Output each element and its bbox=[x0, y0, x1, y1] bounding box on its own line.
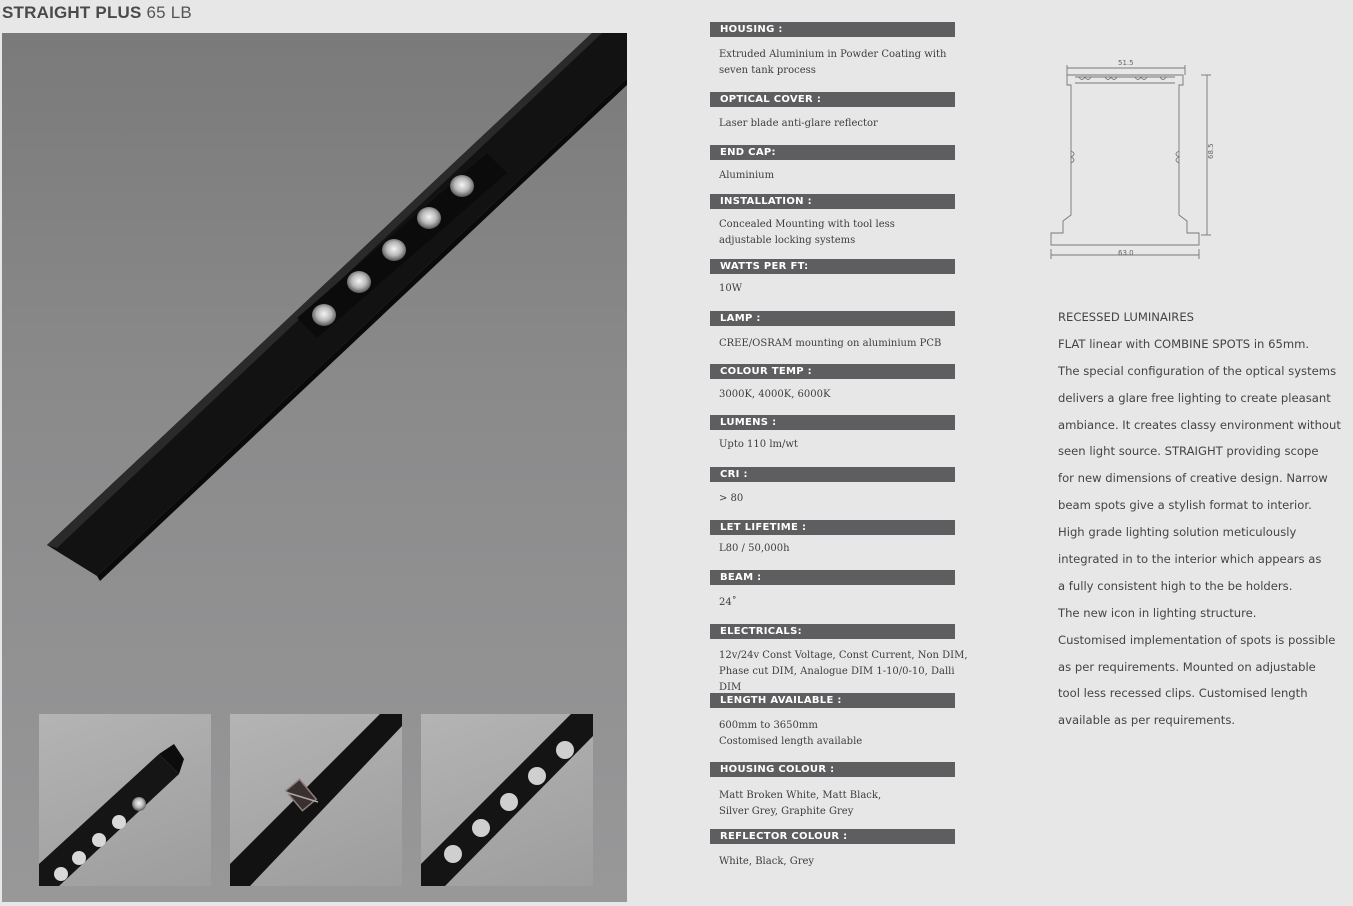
spot-lens bbox=[382, 239, 406, 261]
description-line: High grade lighting solution meticulously bbox=[1058, 525, 1297, 540]
spec-label: INSTALLATION : bbox=[710, 194, 955, 209]
thumbnail-end-cap bbox=[39, 714, 211, 886]
spec-label: HOUSING : bbox=[710, 22, 955, 37]
spec-value: L80 / 50,000h bbox=[719, 543, 790, 554]
spec-value: 24˚ bbox=[719, 597, 737, 608]
product-title-bold: STRAIGHT PLUS bbox=[2, 3, 142, 22]
spec-label: WATTS PER FT: bbox=[710, 259, 955, 274]
description-line: as per requirements. Mounted on adjustable bbox=[1058, 659, 1316, 674]
description-line: integrated in to the interior which appears as bbox=[1058, 552, 1322, 567]
spot-lens bbox=[312, 304, 336, 326]
spec-value: Matt Broken White, Matt Black, Silver Grey, Graphite Grey bbox=[719, 790, 882, 817]
description-line: The new icon in lighting structure. bbox=[1058, 605, 1257, 620]
dim-top-label: 51.5 bbox=[1118, 59, 1134, 67]
spec-value: 3000K, 4000K, 6000K bbox=[719, 389, 831, 400]
spec-label: HOUSING COLOUR : bbox=[710, 762, 955, 777]
description-line: tool less recessed clips. Customised length bbox=[1058, 686, 1308, 701]
cross-section-diagram bbox=[1045, 55, 1220, 265]
thumbnail-spots-closeup bbox=[421, 714, 593, 886]
description-line: The special configuration of the optical systems bbox=[1058, 363, 1337, 378]
spec-value: > 80 bbox=[719, 493, 744, 504]
description-line: available as per requirements. bbox=[1058, 713, 1236, 728]
dim-side-label: 68.5 bbox=[1207, 143, 1215, 159]
spec-label: LET LIFETIME : bbox=[710, 520, 955, 535]
spec-label: REFLECTOR COLOUR : bbox=[710, 829, 955, 844]
spec-value: 12v/24v Const Voltage, Const Current, Non DIM, Phase cut DIM, Analogue DIM 1-10/0-10, Dalli DIM bbox=[719, 650, 968, 693]
description-line: seen light source. STRAIGHT providing scope bbox=[1058, 444, 1319, 459]
spec-value: 10W bbox=[719, 283, 743, 294]
spot-lens bbox=[417, 207, 441, 229]
thumbnail-mounting-clip bbox=[230, 714, 402, 886]
spec-label: LENGTH AVAILABLE : bbox=[710, 693, 955, 708]
description-line: a fully consistent high to the be holders. bbox=[1058, 578, 1293, 593]
spec-value: Laser blade anti-glare reflector bbox=[719, 118, 878, 129]
spec-label: END CAP: bbox=[710, 145, 955, 160]
spec-label: OPTICAL COVER : bbox=[710, 92, 955, 107]
description-line: beam spots give a stylish format to interior. bbox=[1058, 498, 1312, 513]
spec-label: ELECTRICALS: bbox=[710, 624, 955, 639]
description-line: RECESSED LUMINAIRES bbox=[1058, 310, 1195, 324]
description-line: FLAT linear with COMBINE SPOTS in 65mm. bbox=[1058, 336, 1310, 351]
spot-lens bbox=[450, 175, 474, 197]
description-line: Customised implementation of spots is possible bbox=[1058, 632, 1336, 647]
description-line: delivers a glare free lighting to create pleasant bbox=[1058, 390, 1331, 405]
description-line: ambiance. It creates classy environment without bbox=[1058, 417, 1341, 432]
spec-value: Concealed Mounting with tool less adjustable locking systems bbox=[719, 219, 895, 246]
spec-label: LUMENS : bbox=[710, 415, 955, 430]
spec-label: COLOUR TEMP : bbox=[710, 364, 955, 379]
product-title bbox=[2, 3, 192, 23]
spec-value: 600mm to 3650mm Costomised length available bbox=[719, 720, 863, 747]
product-description bbox=[1058, 308, 1341, 738]
spec-label: LAMP : bbox=[710, 311, 955, 326]
spec-label: CRI : bbox=[710, 467, 955, 482]
product-title-model: 65 LB bbox=[146, 3, 192, 22]
spec-value: Aluminium bbox=[719, 170, 775, 181]
description-line: for new dimensions of creative design. Narrow bbox=[1058, 471, 1328, 486]
spot-lens bbox=[347, 271, 371, 293]
dim-bottom-label: 63.0 bbox=[1118, 249, 1134, 257]
spec-label: BEAM : bbox=[710, 570, 955, 585]
spec-value: Extruded Aluminium in Powder Coating with seven tank process bbox=[719, 49, 947, 76]
spec-value: CREE/OSRAM mounting on aluminium PCB bbox=[719, 338, 942, 349]
spec-value: White, Black, Grey bbox=[719, 856, 815, 867]
spec-value: Upto 110 lm/wt bbox=[719, 439, 798, 450]
